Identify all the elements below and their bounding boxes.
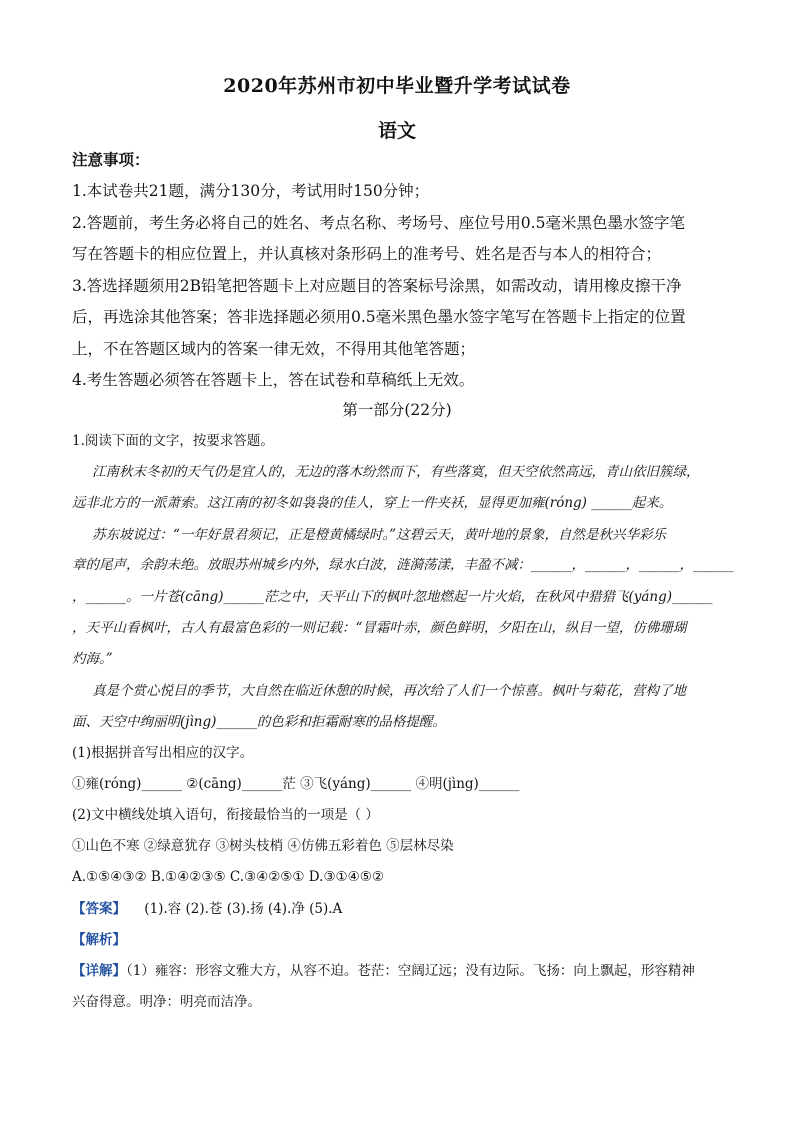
notice-line: 后，再选涂其他答案；答非选择题必须用0.5毫米黑色墨水签字笔写在答题卡上指定的位置: [72, 308, 686, 326]
passage-line: 苏东坡说过：“一年好景君须记，正是橙黄橘绿时。”这碧云天，黄叶地的景象，自然是秋兴华彩乐: [92, 527, 667, 543]
notice-line: 2.答题前，考生务必将自己的姓名、考点名称、考场号、座位号用0.5毫米黑色墨水签字笔: [72, 214, 685, 232]
answer-row: [72, 898, 732, 920]
choice-options: A.①⑤④③② B.①④②③⑤ C.③④②⑤① D.③①④⑤②: [72, 869, 384, 885]
subquestion-2-options: ①山色不寒 ②绿意犹存 ③树头枝梢 ④仿佛五彩着色 ⑤层林尽染: [72, 838, 454, 854]
detail-tag: 【详解】: [72, 963, 126, 979]
detail-line: 兴奋得意。明净：明亮而洁净。: [72, 994, 261, 1010]
passage-line: 江南秋末冬初的天气仍是宜人的，无边的落木纷然而下，有些落寞，但天空依然高远，青山依旧簇绿，: [92, 464, 700, 480]
exam-title: 2020年苏州市初中毕业暨升学考试试卷: [223, 75, 571, 97]
analysis-row: [72, 929, 732, 951]
passage-line: 灼海。”: [72, 651, 113, 667]
notice-line: 1.本试卷共21题，满分130分，考试用时150分钟；: [72, 182, 430, 200]
passage-line: 真是个赏心悦目的季节，大自然在临近休憩的时候，再次给了人们一个惊喜。枫叶与菊花，营构了地: [92, 683, 686, 699]
analysis-tag: 【解析】: [72, 932, 126, 948]
passage-line: 章的尾声，余韵未绝。放眼苏州城乡内外，绿水白波，涟漪荡漾，丰盈不减：______，______，______，______: [72, 557, 734, 573]
passage-line: 面、天空中绚丽明(jìng)______的色彩和拒霜耐寒的品格提醒。: [72, 714, 446, 730]
notice-header: 注意事项：: [72, 150, 150, 169]
answer-text: (1).容 (2).苍 (3).扬 (4).净 (5).A: [144, 901, 343, 917]
detail-row: [72, 960, 732, 982]
passage-line: ，______。一片苍(cāng)______茫之中，天平山下的枫叶忽地燃起一片火焰，在秋风中猎猎飞(yáng)______: [72, 589, 713, 605]
part-title: 第一部分(22分): [342, 401, 452, 419]
subquestion-1-blanks: ①雍(róng)______ ②(cāng)______茫 ③飞(yáng)______ ④明(jìng)______: [72, 776, 520, 792]
answer-tag: 【答案】: [72, 901, 126, 917]
notice-line: 3.答选择题须用2B铅笔把答题卡上对应题目的答案标号涂黑，如需改动，请用橡皮擦干净: [72, 277, 682, 295]
detail-text: （1）雍容：形容文雅大方，从容不迫。苍茫：空阔辽远；没有边际。飞扬：向上飘起，形容精神: [126, 963, 695, 979]
subquestion-1: (1)根据拼音写出相应的汉字。: [72, 745, 254, 761]
passage-line: ，天平山看枫叶，古人有最富色彩的一则记载：“冒霜叶赤，颜色鲜明，夕阳在山，纵目一望，仿佛珊瑚: [72, 620, 687, 636]
notice-line: 4.考生答题必须答在答题卡上，答在试卷和草稿纸上无效。: [72, 371, 475, 389]
notice-line: 写在答题卡的相应位置上，并认真核对条形码上的准考号、姓名是否与本人的相符合；: [72, 245, 662, 263]
subquestion-2: (2)文中横线处填入语句，衔接最恰当的一项是（ ）: [72, 807, 379, 823]
subject-title: 语文: [377, 120, 416, 142]
question-prompt: 1.阅读下面的文字，按要求答题。: [72, 433, 274, 449]
passage-line: 远非北方的一派萧索。这江南的初冬如袅袅的佳人，穿上一件夹袄，显得更加雍(róng) ______起来。: [72, 495, 673, 511]
notice-line: 上，不在答题区域内的答案一律无效，不得用其他笔答题；: [72, 340, 476, 358]
